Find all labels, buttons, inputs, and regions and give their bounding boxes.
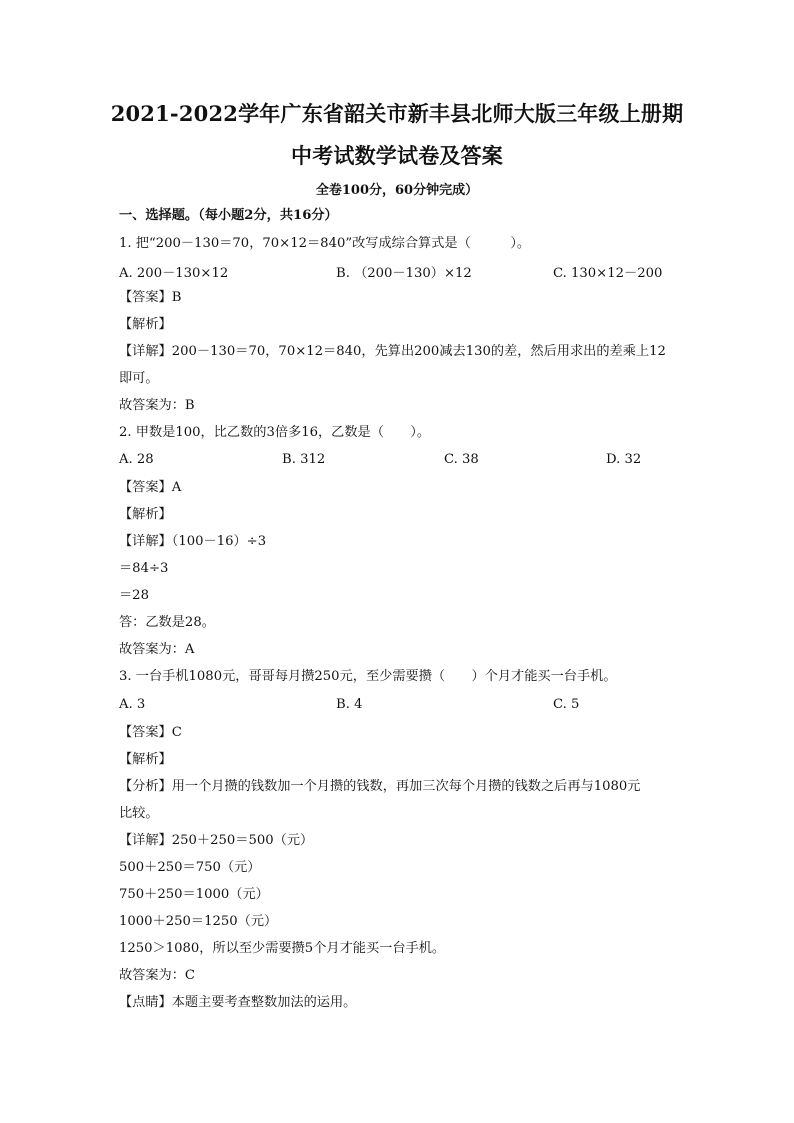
question-2-option-c: C. 38 [444, 452, 479, 467]
question-2-final: 故答案为：A [119, 642, 195, 657]
question-3-stem: 3. 一台手机1080元，哥哥每月攒250元，至少需要攒（ ）个月才能买一台手机。 [119, 669, 617, 684]
question-3-detail-2: 500＋250＝750（元） [119, 860, 261, 875]
question-3-detail-1: 【详解】250＋250＝500（元） [119, 833, 314, 848]
exam-subtitle: 全卷100分，60分钟完成） [315, 183, 479, 198]
question-1-answer: 【答案】B [119, 290, 182, 305]
question-1-option-c: C. 130×12－200 [553, 266, 663, 281]
question-2-option-d: D. 32 [606, 452, 642, 467]
question-2-answer: 【答案】A [119, 480, 182, 495]
question-2-option-b: B. 312 [282, 452, 326, 467]
question-3-fenxi-1: 【分析】用一个月攒的钱数加一个月攒的钱数，再加三次每个月攒的钱数之后再与1080元 [119, 779, 641, 794]
question-1-detail-1: 【详解】200－130＝70，70×12＝840，先算出200减去130的差，然后用求出的差乘上12 [119, 344, 666, 359]
question-3-answer: 【答案】C [119, 725, 182, 740]
question-1-final: 故答案为：B [119, 398, 195, 413]
question-3-dianjing: 【点睛】本题主要考查整数加法的运用。 [119, 995, 357, 1010]
section-heading: 一、选择题。（每小题2分，共16分） [119, 208, 338, 223]
question-3-final: 故答案为：C [119, 968, 196, 983]
question-3-detail-5: 1250＞1080，所以至少需要攒5个月才能买一台手机。 [119, 941, 446, 956]
question-2-reply: 答：乙数是28。 [119, 615, 215, 630]
question-2-analysis: 【解析】 [119, 507, 172, 522]
question-1-option-a: A. 200－130×12 [119, 266, 229, 281]
page-title-line-2: 中考试数学试卷及答案 [291, 143, 503, 168]
question-2-detail-3: ＝28 [119, 588, 149, 603]
question-3-fenxi-2: 比较。 [119, 806, 159, 821]
question-1-analysis: 【解析】 [119, 317, 172, 332]
question-3-detail-3: 750＋250＝1000（元） [119, 887, 269, 902]
question-1-stem: 1. 把“200－130＝70，70×12＝840”改写成综合算式是（ ）。 [119, 236, 531, 251]
question-3-analysis: 【解析】 [119, 752, 172, 767]
question-3-option-c: C. 5 [553, 697, 580, 712]
question-1-detail-2: 即可。 [119, 371, 159, 386]
question-1-option-b: B. （200－130）×12 [336, 266, 472, 281]
question-3-detail-4: 1000＋250＝1250（元） [119, 914, 278, 929]
question-3-option-b: B. 4 [336, 697, 363, 712]
question-3-option-a: A. 3 [119, 697, 146, 712]
question-2-detail-2: ＝84÷3 [119, 561, 169, 576]
question-2-stem: 2. 甲数是100，比乙数的3倍多16，乙数是（ ）。 [119, 425, 431, 440]
question-2-detail-1: 【详解】（100－16）÷3 [119, 534, 267, 549]
page-title-line-1: 2021-2022学年广东省韶关市新丰县北师大版三年级上册期 [110, 101, 684, 126]
question-2-option-a: A. 28 [119, 452, 154, 467]
